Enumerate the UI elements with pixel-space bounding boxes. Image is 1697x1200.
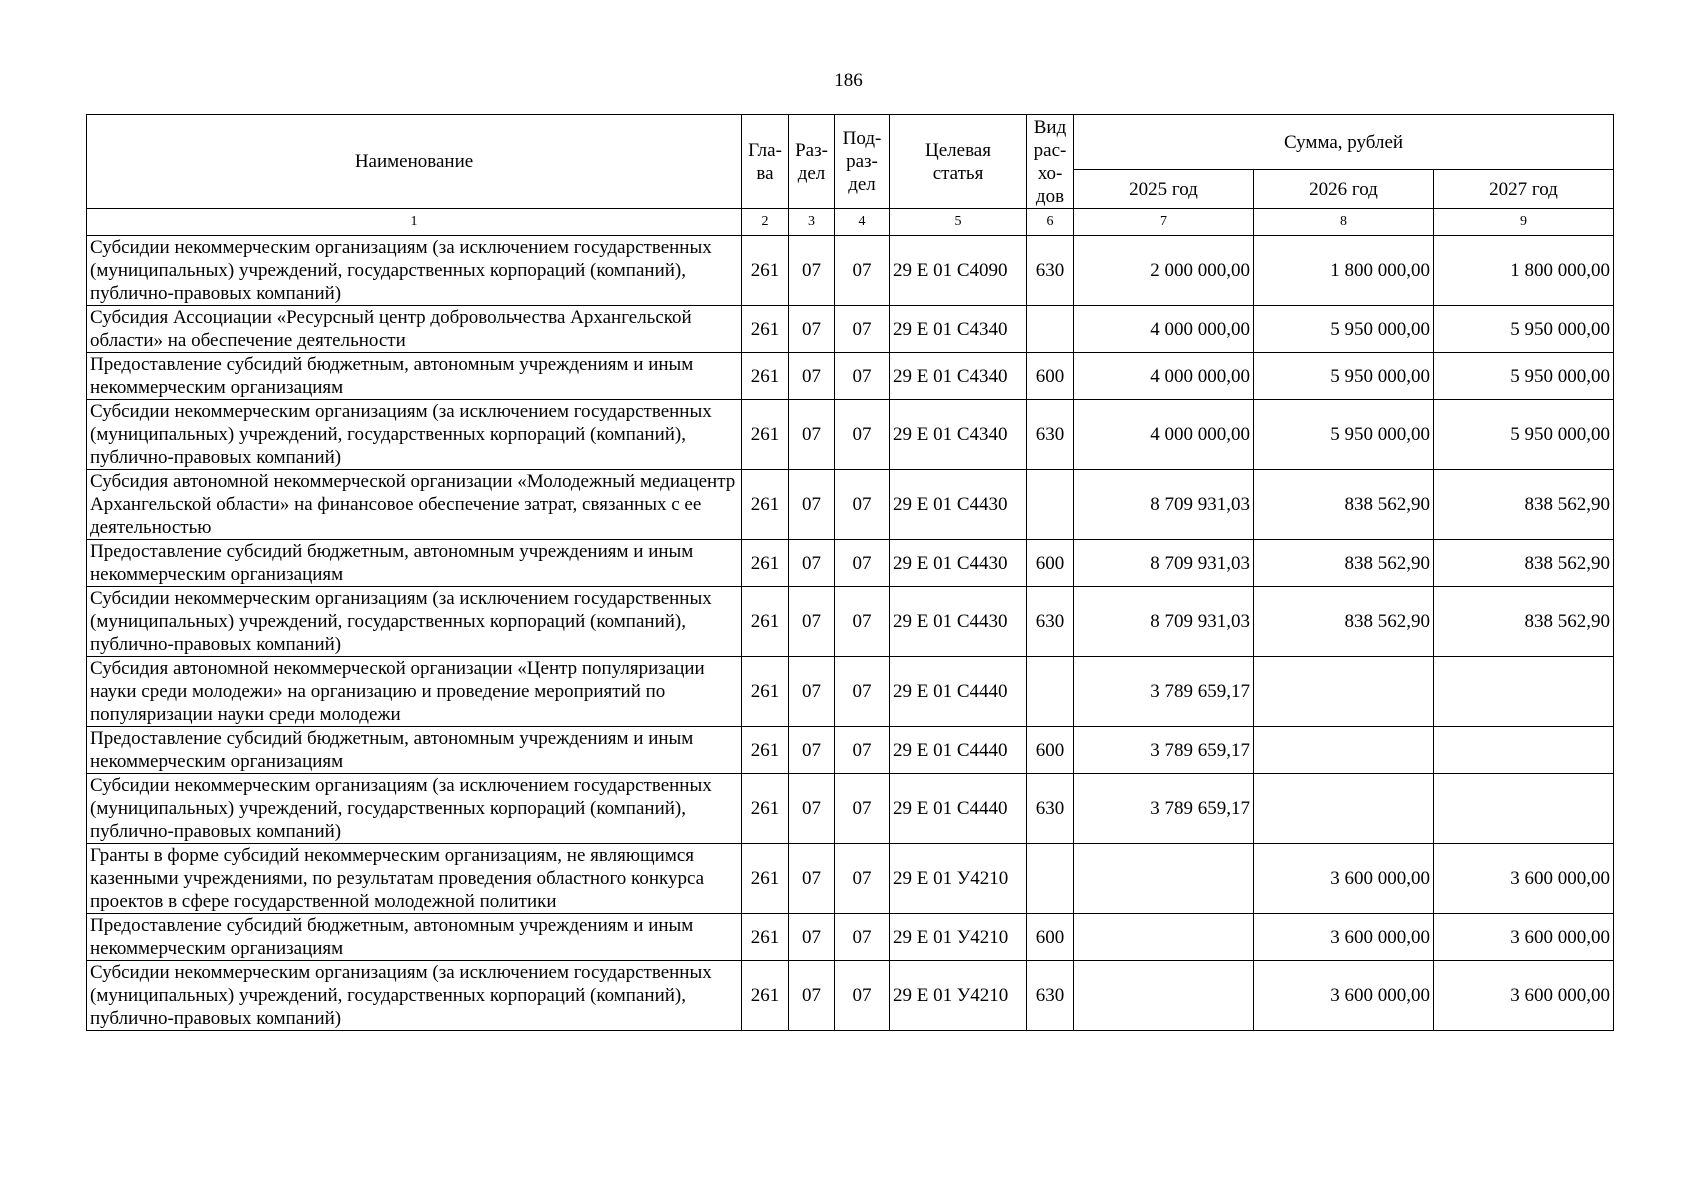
table-row — [87, 961, 1614, 1031]
cell-vid: 630 — [1027, 961, 1074, 1031]
header-year-2026: 2026 год — [1254, 170, 1434, 209]
cell-glava: 261 — [742, 914, 789, 961]
cell-podrazdel: 07 — [835, 727, 890, 774]
cell-glava: 261 — [742, 353, 789, 400]
table-row — [87, 236, 1614, 306]
header-razdel: Раз- дел — [789, 115, 835, 209]
cell-vid: 600 — [1027, 353, 1074, 400]
cell-vid — [1027, 306, 1074, 353]
cell-name: Субсидия Ассоциации «Ресурсный центр добровольчества Архангельской области» на обеспечение деятельности — [87, 306, 742, 353]
cell-tselevaya: 29 Е 01 С4440 — [890, 657, 1027, 727]
cell-glava: 261 — [742, 844, 789, 914]
header-summa: Сумма, рублей — [1074, 115, 1614, 170]
cell-razdel: 07 — [789, 470, 835, 540]
cell-name: Субсидия автономной некоммерческой организации «Центр популяризации науки среди молодежи» на организацию и проведение мероприятий по популяризации науки среди молодежи — [87, 657, 742, 727]
cell-sum-2026 — [1254, 727, 1434, 774]
cell-sum-2025: 4 000 000,00 — [1074, 400, 1254, 470]
cell-vid — [1027, 844, 1074, 914]
cell-name: Предоставление субсидий бюджетным, автономным учреждениям и иным некоммерческим организациям — [87, 353, 742, 400]
cell-sum-2025 — [1074, 914, 1254, 961]
table-row — [87, 470, 1614, 540]
cell-sum-2025: 4 000 000,00 — [1074, 353, 1254, 400]
table-row — [87, 353, 1614, 400]
cell-sum-2026: 838 562,90 — [1254, 540, 1434, 587]
table-row — [87, 657, 1614, 727]
cell-sum-2027 — [1434, 774, 1614, 844]
cell-sum-2025: 3 789 659,17 — [1074, 657, 1254, 727]
cell-podrazdel: 07 — [835, 914, 890, 961]
cell-podrazdel: 07 — [835, 470, 890, 540]
page-number: 186 — [834, 70, 863, 91]
header-tselevaya: Целевая статья — [890, 115, 1027, 209]
cell-name: Субсидии некоммерческим организациям (за исключением государственных (муниципальных) учреждений, государственных корпораций (компаний), публично-правовых компаний) — [87, 236, 742, 306]
cell-sum-2026: 838 562,90 — [1254, 587, 1434, 657]
cell-sum-2027: 5 950 000,00 — [1434, 306, 1614, 353]
header-year-2025: 2025 год — [1074, 170, 1254, 209]
cell-razdel: 07 — [789, 587, 835, 657]
cell-razdel: 07 — [789, 961, 835, 1031]
cell-glava: 261 — [742, 306, 789, 353]
cell-vid: 600 — [1027, 914, 1074, 961]
cell-glava: 261 — [742, 657, 789, 727]
cell-tselevaya: 29 Е 01 У4210 — [890, 961, 1027, 1031]
cell-sum-2025: 8 709 931,03 — [1074, 470, 1254, 540]
cell-sum-2026: 1 800 000,00 — [1254, 236, 1434, 306]
cell-tselevaya: 29 Е 01 С4090 — [890, 236, 1027, 306]
table-row — [87, 400, 1614, 470]
cell-sum-2025: 2 000 000,00 — [1074, 236, 1254, 306]
cell-sum-2026: 5 950 000,00 — [1254, 306, 1434, 353]
cell-glava: 261 — [742, 961, 789, 1031]
cell-podrazdel: 07 — [835, 353, 890, 400]
cell-sum-2027: 5 950 000,00 — [1434, 353, 1614, 400]
cell-sum-2027: 838 562,90 — [1434, 540, 1614, 587]
cell-podrazdel: 07 — [835, 306, 890, 353]
cell-tselevaya: 29 Е 01 С4430 — [890, 470, 1027, 540]
cell-sum-2025: 3 789 659,17 — [1074, 727, 1254, 774]
cell-tselevaya: 29 Е 01 С4430 — [890, 587, 1027, 657]
cell-sum-2027: 838 562,90 — [1434, 587, 1614, 657]
cell-tselevaya: 29 Е 01 У4210 — [890, 914, 1027, 961]
cell-sum-2025: 8 709 931,03 — [1074, 587, 1254, 657]
header-vid: Вид рас- хо- дов — [1027, 115, 1074, 209]
cell-podrazdel: 07 — [835, 961, 890, 1031]
cell-name: Субсидия автономной некоммерческой организации «Молодежный медиацентр Архангельской области» на финансовое обеспечение затрат, связанных с ее деятельностью — [87, 470, 742, 540]
column-number: 9 — [1434, 209, 1614, 236]
column-number: 7 — [1074, 209, 1254, 236]
cell-vid: 600 — [1027, 540, 1074, 587]
cell-sum-2025 — [1074, 961, 1254, 1031]
header-podrazdel: Под- раз- дел — [835, 115, 890, 209]
table-row — [87, 540, 1614, 587]
column-number: 1 — [87, 209, 742, 236]
cell-tselevaya: 29 Е 01 У4210 — [890, 844, 1027, 914]
cell-sum-2026: 5 950 000,00 — [1254, 400, 1434, 470]
cell-tselevaya: 29 Е 01 С4440 — [890, 774, 1027, 844]
cell-glava: 261 — [742, 470, 789, 540]
cell-sum-2025: 4 000 000,00 — [1074, 306, 1254, 353]
cell-sum-2026 — [1254, 774, 1434, 844]
cell-razdel: 07 — [789, 306, 835, 353]
cell-vid — [1027, 470, 1074, 540]
cell-name: Предоставление субсидий бюджетным, автономным учреждениям и иным некоммерческим организациям — [87, 540, 742, 587]
budget-table — [86, 114, 1614, 1031]
cell-sum-2026: 838 562,90 — [1254, 470, 1434, 540]
cell-name: Предоставление субсидий бюджетным, автономным учреждениям и иным некоммерческим организациям — [87, 914, 742, 961]
cell-razdel: 07 — [789, 236, 835, 306]
table-row — [87, 306, 1614, 353]
cell-podrazdel: 07 — [835, 540, 890, 587]
column-number: 3 — [789, 209, 835, 236]
cell-glava: 261 — [742, 540, 789, 587]
cell-sum-2027 — [1434, 727, 1614, 774]
cell-razdel: 07 — [789, 774, 835, 844]
cell-vid: 630 — [1027, 400, 1074, 470]
header-year-2027: 2027 год — [1434, 170, 1614, 209]
cell-razdel: 07 — [789, 914, 835, 961]
cell-name: Субсидии некоммерческим организациям (за исключением государственных (муниципальных) учреждений, государственных корпораций (компаний), публично-правовых компаний) — [87, 400, 742, 470]
cell-sum-2026 — [1254, 657, 1434, 727]
cell-sum-2026: 3 600 000,00 — [1254, 961, 1434, 1031]
cell-podrazdel: 07 — [835, 236, 890, 306]
header-name: Наименование — [87, 115, 742, 209]
cell-tselevaya: 29 Е 01 С4340 — [890, 353, 1027, 400]
cell-sum-2027: 5 950 000,00 — [1434, 400, 1614, 470]
cell-sum-2027: 3 600 000,00 — [1434, 914, 1614, 961]
cell-sum-2027: 1 800 000,00 — [1434, 236, 1614, 306]
cell-vid: 600 — [1027, 727, 1074, 774]
cell-razdel: 07 — [789, 844, 835, 914]
column-number: 2 — [742, 209, 789, 236]
cell-vid — [1027, 657, 1074, 727]
column-number: 6 — [1027, 209, 1074, 236]
column-number: 5 — [890, 209, 1027, 236]
cell-sum-2025: 8 709 931,03 — [1074, 540, 1254, 587]
cell-tselevaya: 29 Е 01 С4430 — [890, 540, 1027, 587]
cell-podrazdel: 07 — [835, 774, 890, 844]
cell-razdel: 07 — [789, 353, 835, 400]
header-glava: Гла- ва — [742, 115, 789, 209]
cell-vid: 630 — [1027, 236, 1074, 306]
table-row — [87, 727, 1614, 774]
cell-glava: 261 — [742, 774, 789, 844]
cell-name: Субсидии некоммерческим организациям (за исключением государственных (муниципальных) учреждений, государственных корпораций (компаний), публично-правовых компаний) — [87, 774, 742, 844]
cell-name: Субсидии некоммерческим организациям (за исключением государственных (муниципальных) учреждений, государственных корпораций (компаний), публично-правовых компаний) — [87, 587, 742, 657]
cell-glava: 261 — [742, 400, 789, 470]
cell-sum-2027: 3 600 000,00 — [1434, 961, 1614, 1031]
cell-sum-2027: 838 562,90 — [1434, 470, 1614, 540]
table-row — [87, 587, 1614, 657]
cell-podrazdel: 07 — [835, 400, 890, 470]
table-row — [87, 914, 1614, 961]
table-row — [87, 844, 1614, 914]
cell-tselevaya: 29 Е 01 С4340 — [890, 306, 1027, 353]
cell-sum-2026: 5 950 000,00 — [1254, 353, 1434, 400]
cell-podrazdel: 07 — [835, 587, 890, 657]
cell-vid: 630 — [1027, 774, 1074, 844]
cell-sum-2026: 3 600 000,00 — [1254, 914, 1434, 961]
column-number: 8 — [1254, 209, 1434, 236]
table-row — [87, 774, 1614, 844]
cell-glava: 261 — [742, 236, 789, 306]
cell-tselevaya: 29 Е 01 С4340 — [890, 400, 1027, 470]
cell-sum-2027 — [1434, 657, 1614, 727]
cell-sum-2027: 3 600 000,00 — [1434, 844, 1614, 914]
cell-name: Субсидии некоммерческим организациям (за исключением государственных (муниципальных) учреждений, государственных корпораций (компаний), публично-правовых компаний) — [87, 961, 742, 1031]
cell-podrazdel: 07 — [835, 844, 890, 914]
column-number: 4 — [835, 209, 890, 236]
cell-razdel: 07 — [789, 400, 835, 470]
cell-razdel: 07 — [789, 657, 835, 727]
cell-name: Гранты в форме субсидий некоммерческим организациям, не являющимся казенными учреждениями, по результатам проведения областного конкурса проектов в сфере государственной молодежной политики — [87, 844, 742, 914]
cell-name: Предоставление субсидий бюджетным, автономным учреждениям и иным некоммерческим организациям — [87, 727, 742, 774]
cell-sum-2025: 3 789 659,17 — [1074, 774, 1254, 844]
table-body — [87, 236, 1614, 1031]
cell-sum-2026: 3 600 000,00 — [1254, 844, 1434, 914]
cell-sum-2025 — [1074, 844, 1254, 914]
cell-glava: 261 — [742, 727, 789, 774]
cell-razdel: 07 — [789, 540, 835, 587]
cell-glava: 261 — [742, 587, 789, 657]
cell-podrazdel: 07 — [835, 657, 890, 727]
cell-tselevaya: 29 Е 01 С4440 — [890, 727, 1027, 774]
cell-vid: 630 — [1027, 587, 1074, 657]
cell-razdel: 07 — [789, 727, 835, 774]
